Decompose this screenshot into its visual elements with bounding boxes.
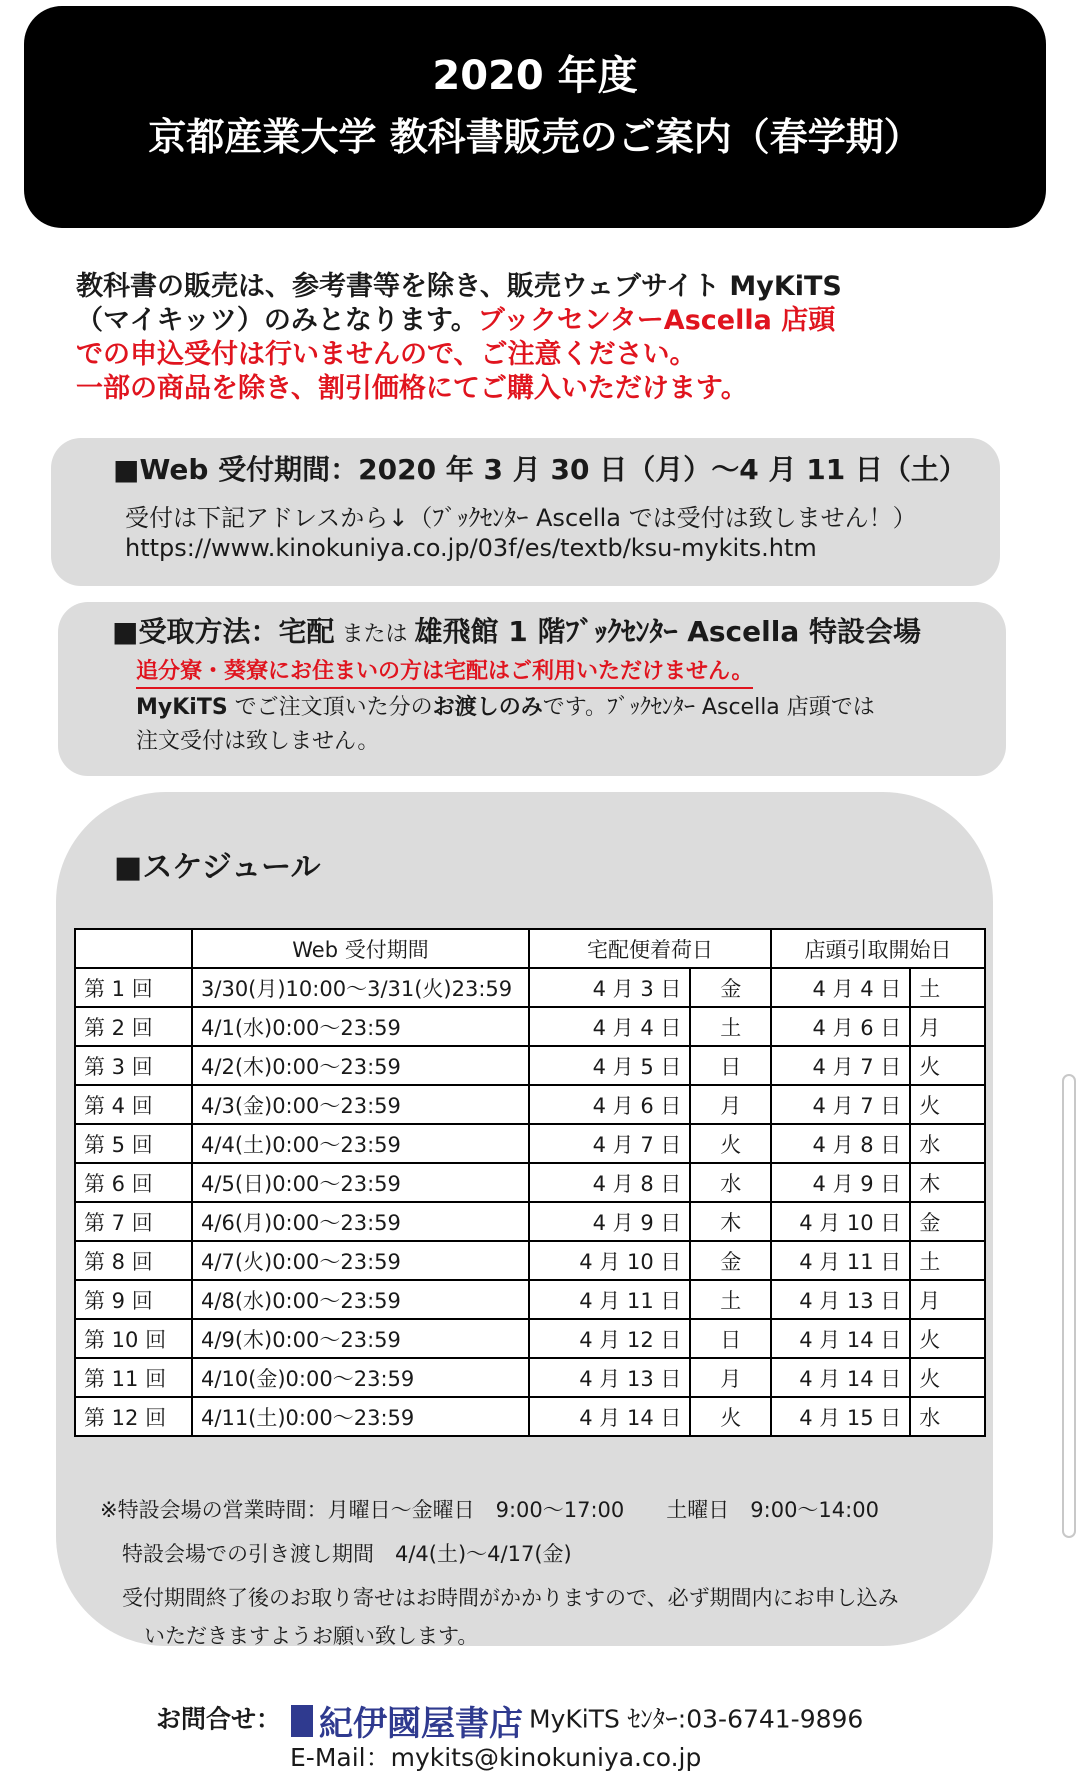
cell-round: 第 6 回 (75, 1163, 192, 1202)
receive-title-b: または (334, 622, 415, 647)
cell-delivery-date: 4 月 14 日 (529, 1397, 690, 1436)
cell-delivery-dow: 土 (690, 1280, 771, 1319)
cell-store-dow: 月 (910, 1007, 985, 1046)
cell-web-period: 4/8(水)0:00～23:59 (192, 1280, 529, 1319)
cell-store-dow: 木 (910, 1163, 985, 1202)
intro-line-1: 教科書の販売は、参考書等を除き、販売ウェブサイト MyKiTS (76, 271, 842, 302)
cell-web-period: 4/6(月)0:00～23:59 (192, 1202, 529, 1241)
schedule-note-3: 受付期間終了後のお取り寄せはお時間がかかりますので、必ず期間内にお申し込み (122, 1586, 899, 1610)
cell-store-dow: 土 (910, 968, 985, 1007)
receive-line-1-c: お渡しのみ (432, 695, 543, 720)
schedule-title: ■スケジュール (114, 850, 321, 885)
receive-title-c: 雄飛館 1 階ﾌﾞｯｸｾﾝﾀｰ Ascella 特設会場 (414, 615, 921, 648)
cell-delivery-date: 4 月 5 日 (529, 1046, 690, 1085)
cell-round: 第 1 回 (75, 968, 192, 1007)
schedule-row (75, 1163, 985, 1202)
cell-round: 第 12 回 (75, 1397, 192, 1436)
cell-delivery-dow: 月 (690, 1358, 771, 1397)
cell-delivery-dow: 日 (690, 1319, 771, 1358)
cell-delivery-date: 4 月 6 日 (529, 1085, 690, 1124)
cell-round: 第 3 回 (75, 1046, 192, 1085)
cell-web-period: 4/7(火)0:00～23:59 (192, 1241, 529, 1280)
web-period-title: ■Web 受付期間：2020 年 3 月 30 日（月）～4 月 11 日（土） (113, 453, 967, 486)
receive-method-title (112, 610, 921, 650)
schedule-header-row (75, 929, 985, 968)
cell-store-date: 4 月 10 日 (771, 1202, 910, 1241)
cell-store-dow: 火 (910, 1319, 985, 1358)
receive-method-box (58, 602, 1006, 776)
cell-store-dow: 火 (910, 1046, 985, 1085)
cell-delivery-dow: 木 (690, 1202, 771, 1241)
cell-store-dow: 月 (910, 1280, 985, 1319)
cell-store-dow: 水 (910, 1397, 985, 1436)
receive-line-1-b: でご注文頂いた分の (227, 695, 433, 720)
cell-delivery-date: 4 月 12 日 (529, 1319, 690, 1358)
intro-line-2 (76, 304, 1036, 338)
cell-delivery-date: 4 月 9 日 (529, 1202, 690, 1241)
logo-text: 紀伊國屋書店 (319, 1704, 524, 1744)
cell-web-period: 4/3(金)0:00～23:59 (192, 1085, 529, 1124)
cell-delivery-date: 4 月 4 日 (529, 1007, 690, 1046)
cell-store-date: 4 月 15 日 (771, 1397, 910, 1436)
cell-store-date: 4 月 14 日 (771, 1319, 910, 1358)
receive-line-1-d: です。ﾌﾞｯｸｾﾝﾀｰ Ascella 店頭では (542, 695, 875, 720)
receive-warning: 追分寮・葵寮にお住まいの方は宅配はご利用いただけません。 (136, 654, 753, 689)
header-delivery: 宅配便着荷日 (529, 929, 771, 968)
cell-store-dow: 水 (910, 1124, 985, 1163)
cell-store-dow: 火 (910, 1358, 985, 1397)
cell-delivery-dow: 日 (690, 1046, 771, 1085)
schedule-row (75, 1397, 985, 1436)
web-url-link[interactable]: https://www.kinokuniya.co.jp/03f/es/textb/ksu-mykits.htm (125, 534, 817, 562)
cell-store-date: 4 月 4 日 (771, 968, 910, 1007)
receive-line-1-a: MyKiTS (136, 695, 228, 720)
schedule-note-2: 特設会場での引き渡し期間 4/4(土)～4/17(金) (122, 1542, 572, 1566)
schedule-row (75, 1007, 985, 1046)
intro-line-4: 一部の商品を除き、割引価格にてご購入いただけます。 (76, 373, 748, 404)
cell-store-date: 4 月 8 日 (771, 1124, 910, 1163)
cell-store-date: 4 月 6 日 (771, 1007, 910, 1046)
cell-store-dow: 金 (910, 1202, 985, 1241)
cell-round: 第 7 回 (75, 1202, 192, 1241)
intro-text (76, 270, 1036, 406)
web-period-note: 受付は下記アドレスから↓（ﾌﾞｯｸｾﾝﾀｰ Ascella では受付は致しません！） (125, 504, 917, 532)
receive-line-2: 注文受付は致しません。 (136, 729, 380, 754)
cell-delivery-date: 4 月 3 日 (529, 968, 690, 1007)
cell-delivery-dow: 火 (690, 1124, 771, 1163)
cell-delivery-dow: 月 (690, 1085, 771, 1124)
cell-store-date: 4 月 7 日 (771, 1085, 910, 1124)
cell-round: 第 10 回 (75, 1319, 192, 1358)
schedule-note-1: ※特設会場の営業時間：月曜日～金曜日 9:00～17:00 土曜日 9:00～14:00 (100, 1498, 879, 1522)
header-no (75, 929, 192, 968)
schedule-note-4: いただきますようお願い致します。 (144, 1624, 479, 1648)
schedule-row (75, 1241, 985, 1280)
cell-store-date: 4 月 9 日 (771, 1163, 910, 1202)
web-period-box (51, 438, 1000, 586)
contact-phone: MyKiTS ｾﾝﾀｰ:03-6741-9896 (529, 1704, 864, 1734)
cell-web-period: 4/5(日)0:00～23:59 (192, 1163, 529, 1202)
title-banner (24, 6, 1046, 228)
cell-delivery-dow: 火 (690, 1397, 771, 1436)
intro-line-3: での申込受付は行いませんので、ご注意ください。 (76, 339, 697, 370)
cell-web-period: 4/1(水)0:00～23:59 (192, 1007, 529, 1046)
books-logo-icon (291, 1705, 313, 1737)
schedule-table (74, 928, 986, 1437)
schedule-box (56, 792, 993, 1646)
cell-web-period: 4/4(土)0:00～23:59 (192, 1124, 529, 1163)
receive-line-1 (136, 690, 875, 721)
cell-delivery-dow: 金 (690, 968, 771, 1007)
schedule-row (75, 1358, 985, 1397)
schedule-row (75, 1124, 985, 1163)
cell-round: 第 8 回 (75, 1241, 192, 1280)
intro-line-2-black: （マイキッツ）のみとなります。 (76, 305, 478, 336)
cell-store-date: 4 月 7 日 (771, 1046, 910, 1085)
schedule-row (75, 1046, 985, 1085)
intro-line-2-red: ブックセンターAscella 店頭 (477, 305, 836, 336)
cell-web-period: 4/10(金)0:00～23:59 (192, 1358, 529, 1397)
scrollbar[interactable] (1062, 1074, 1076, 1538)
header-store: 店頭引取開始日 (771, 929, 985, 968)
cell-web-period: 3/30(月)10:00～3/31(火)23:59 (192, 968, 529, 1007)
schedule-row (75, 1319, 985, 1358)
cell-round: 第 5 回 (75, 1124, 192, 1163)
cell-delivery-dow: 金 (690, 1241, 771, 1280)
cell-web-period: 4/11(土)0:00～23:59 (192, 1397, 529, 1436)
cell-delivery-date: 4 月 13 日 (529, 1358, 690, 1397)
cell-store-date: 4 月 14 日 (771, 1358, 910, 1397)
schedule-row (75, 968, 985, 1007)
cell-store-dow: 土 (910, 1241, 985, 1280)
cell-web-period: 4/2(木)0:00～23:59 (192, 1046, 529, 1085)
contact-email[interactable]: E-Mail：mykits@kinokuniya.co.jp (290, 1743, 702, 1772)
cell-round: 第 9 回 (75, 1280, 192, 1319)
cell-store-dow: 火 (910, 1085, 985, 1124)
cell-delivery-dow: 土 (690, 1007, 771, 1046)
schedule-row (75, 1085, 985, 1124)
cell-round: 第 11 回 (75, 1358, 192, 1397)
contact-label: お問合せ： (156, 1704, 282, 1734)
cell-store-date: 4 月 13 日 (771, 1280, 910, 1319)
receive-title-a: ■受取方法：宅配 (112, 615, 335, 648)
title-main: 京都産業大学 教科書販売のご案内（春学期） (148, 115, 922, 159)
schedule-row (75, 1202, 985, 1241)
cell-web-period: 4/9(木)0:00～23:59 (192, 1319, 529, 1358)
title-year: 2020 年度 (432, 53, 638, 99)
schedule-row (75, 1280, 985, 1319)
cell-round: 第 4 回 (75, 1085, 192, 1124)
cell-delivery-dow: 水 (690, 1163, 771, 1202)
cell-delivery-date: 4 月 11 日 (529, 1280, 690, 1319)
cell-delivery-date: 4 月 10 日 (529, 1241, 690, 1280)
cell-store-date: 4 月 11 日 (771, 1241, 910, 1280)
cell-round: 第 2 回 (75, 1007, 192, 1046)
cell-delivery-date: 4 月 7 日 (529, 1124, 690, 1163)
cell-delivery-date: 4 月 8 日 (529, 1163, 690, 1202)
header-web: Web 受付期間 (192, 929, 529, 968)
